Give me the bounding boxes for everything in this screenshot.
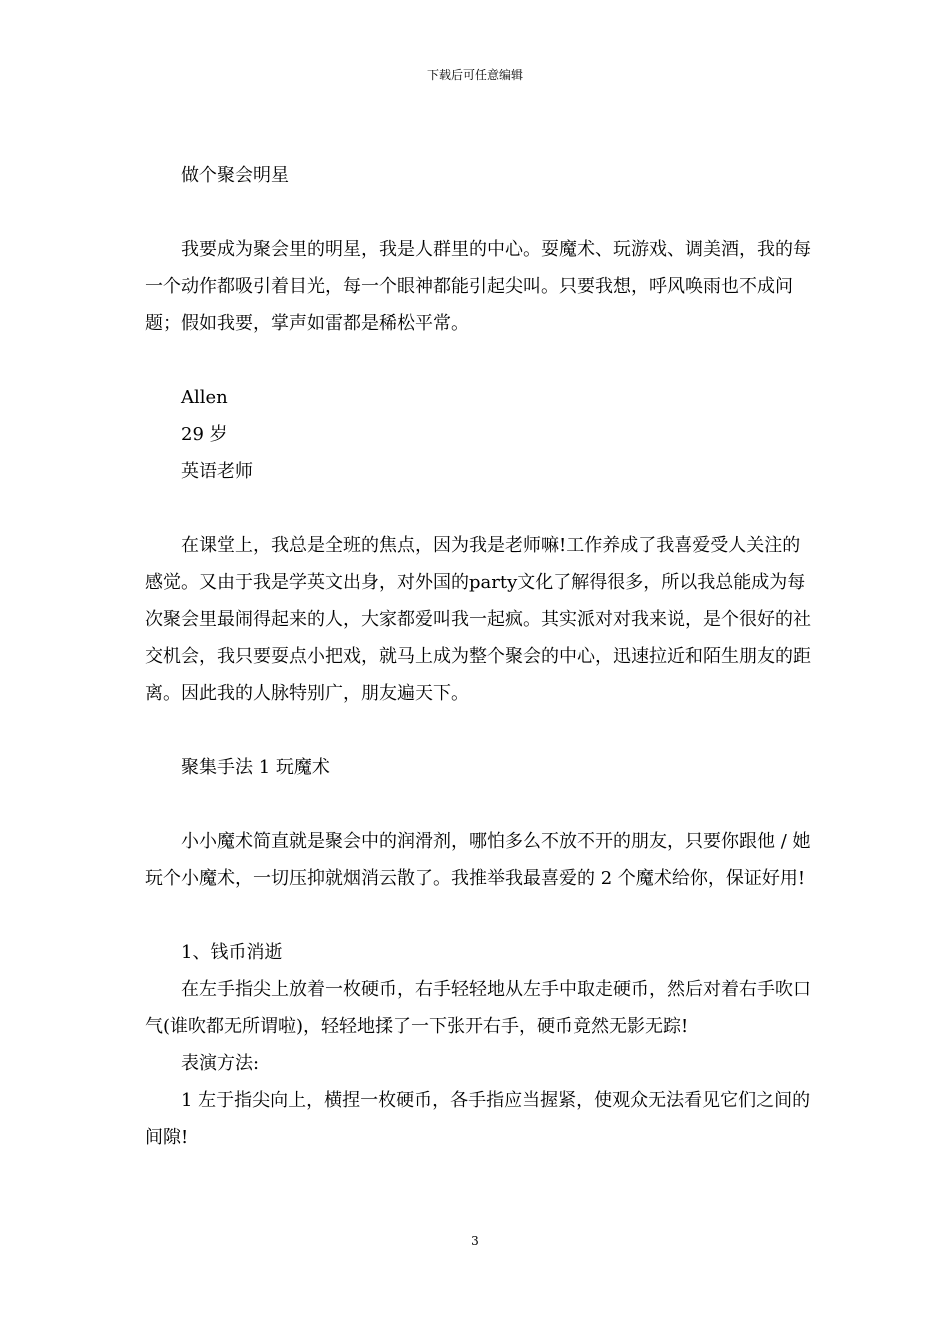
- section-paragraph: 小小魔术简直就是聚会中的润滑剂，哪怕多么不放不开的朋友，只要你跟他 / 她玩个小魔术，一切压抑就烟消云散了。我推举我最喜爱的 2 个魔术给你，保证好用!: [145, 831, 811, 889]
- method-step: 1 左于指尖向上，横捏一枚硬币，各手指应当握紧，使观众无法看见它们之间的间隙!: [145, 1090, 811, 1148]
- trick-title: 1、钱币消逝: [181, 942, 283, 963]
- document-body: [145, 157, 815, 1156]
- spacer: [145, 342, 815, 379]
- section-heading: 聚集手法 1 玩魔术: [181, 757, 330, 778]
- spacer: [145, 712, 815, 749]
- method-label: 表演方法:: [181, 1053, 260, 1074]
- story-paragraph: 在课堂上，我总是全班的焦点，因为我是老师嘛!工作养成了我喜爱受人关注的感觉。又由于我是学英文出身，对外国的party文化了解得很多，所以我总能成为每次聚会里最闹得起来的人，大家都爱叫我一起疯。其实派对对我来说，是个很好的社交机会，我只要耍点小把戏，就马上成为整个聚会的中心，迅速拉近和陌生朋友的距离。因此我的人脉特别广，朋友遍天下。: [145, 535, 811, 704]
- profile-name: Allen: [181, 387, 228, 408]
- trick-description: 在左手指尖上放着一枚硬币，右手轻轻地从左手中取走硬币，然后对着右手吹口气(谁吹都无所谓啦)，轻轻地揉了一下张开右手，硬币竟然无影无踪!: [145, 979, 811, 1037]
- article-title: 做个聚会明星: [181, 165, 289, 186]
- page-header: 下载后可任意编辑: [426, 68, 523, 82]
- profile-job: 英语老师: [181, 461, 253, 482]
- spacer: [145, 786, 815, 823]
- intro-paragraph: 我要成为聚会里的明星，我是人群里的中心。耍魔术、玩游戏、调美酒，我的每一个动作都吸引着目光，每一个眼神都能引起尖叫。只要我想，呼风唤雨也不成问题；假如我要，掌声如雷都是稀松平常。: [145, 239, 811, 334]
- page-number: 3: [471, 1234, 479, 1248]
- profile-age: 29 岁: [181, 424, 228, 445]
- spacer: [145, 490, 815, 527]
- spacer: [145, 194, 815, 231]
- spacer: [145, 897, 815, 934]
